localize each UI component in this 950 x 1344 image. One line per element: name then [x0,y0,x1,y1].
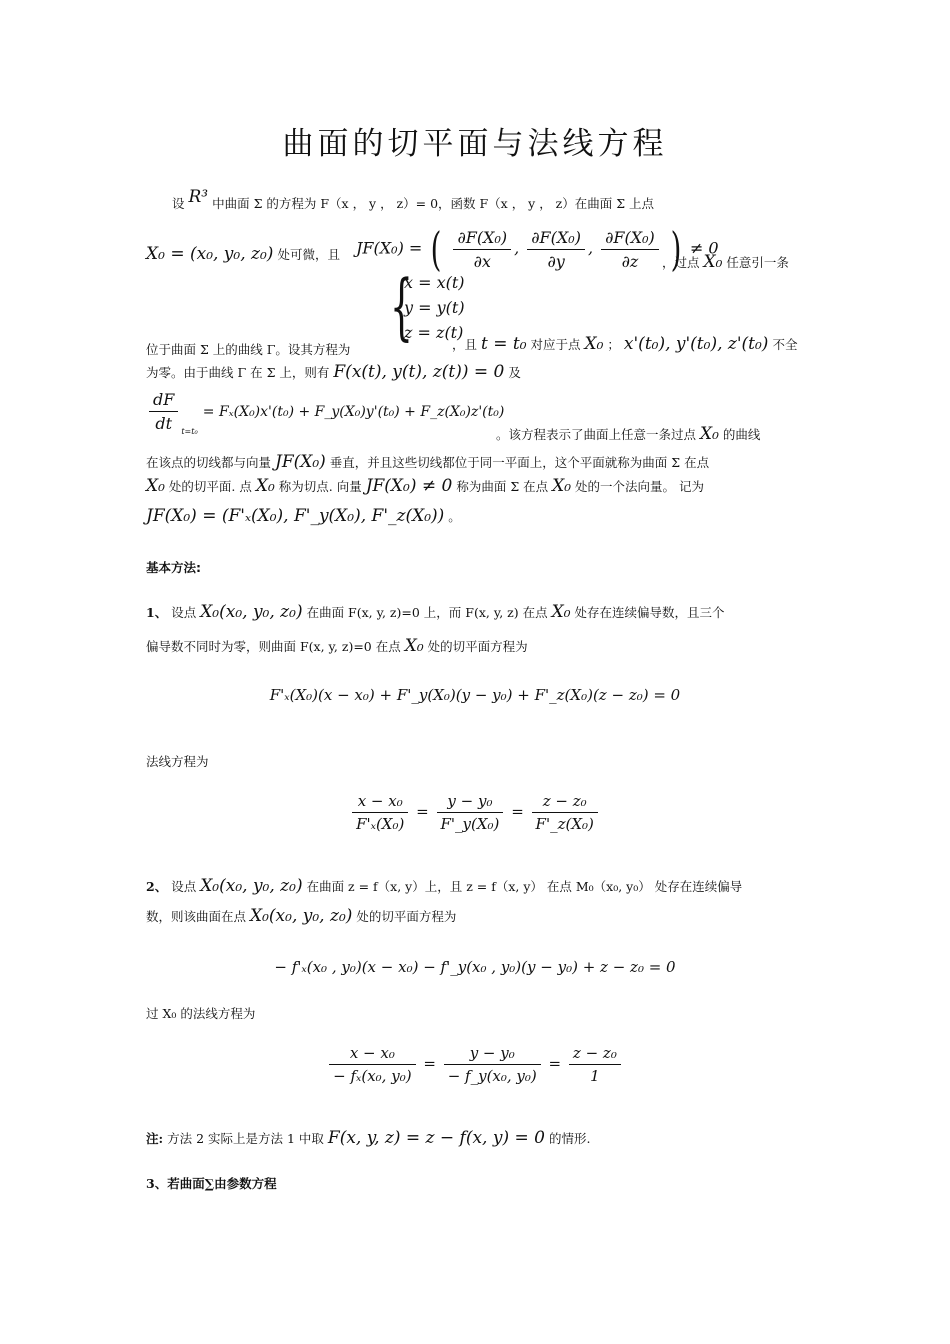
sys-row-z: z = z(t) [404,323,464,342]
math-x0-point: X₀(x₀, y₀, z₀) [250,906,353,926]
method2-line-2 [146,906,456,926]
fraction [444,1044,541,1085]
sys-row-y: y = y(t) [404,298,465,317]
denominator: ∂y [547,251,565,271]
math-neq: ≠ 0 [689,238,719,258]
text: 处存在连续偏导数，且三个 [574,605,725,620]
numerator: z − z₀ [569,1044,621,1065]
numerator: z − z₀ [532,792,598,813]
fraction [352,792,408,833]
note-line [146,1128,590,1148]
method2-line-1 [146,876,742,896]
fraction [453,228,511,271]
intro-line-7 [146,476,704,496]
equals: = [423,1054,436,1073]
total-derivative-equation [146,390,504,436]
paren-right: ) [670,222,682,276]
text: 在该点的切线都与向量 [146,455,272,470]
denominator: dt [155,414,172,433]
equals: = [416,802,429,821]
text: 处的一个法向量。 记为 [575,479,705,494]
method1-tangent-plane-equation: F'ₓ(X₀)(x − x₀) + F'_y(X₀)(y − y₀) + F'_z(X₀)(z − z₀) = 0 [269,686,681,704]
denominator: − fₓ(x₀, y₀) [333,1067,412,1085]
numerator: x − x₀ [352,792,408,813]
intro-line-3 [146,340,350,358]
text: 处的切平面方程为 [356,909,457,924]
math-jf: JF(X₀) [275,452,326,472]
text: 垂直，并且这些切线都位于同一平面上，这个平面就称为曲面 Σ 在点 [329,455,710,470]
intro-line-5-tail [496,424,760,444]
denominator: ∂z [621,251,639,271]
fraction [527,228,585,271]
fraction [532,792,598,833]
math-jf-neq: JF(X₀) ≠ 0 [365,476,453,496]
text: 处可微，且 [277,247,340,262]
sys-row-x: x = x(t) [404,273,465,292]
text: 称为切点. 向量 [278,479,362,494]
math-x0-point: X₀(x₀, y₀, z₀) [200,602,303,622]
text: 处的切平面方程为 [427,639,528,654]
math-composite: F(x(t), y(t), z(t)) = 0 [333,362,505,382]
text: 不全 [772,337,798,352]
text: 在曲面 F(x, y, z)=0 上，而 F(x, y, z) 在点 [306,605,548,620]
numerator: y − y₀ [444,1044,541,1065]
intro-line-2-tail [662,252,789,272]
method1-line-1 [146,602,725,622]
method2-number: 2、 [146,879,168,894]
numerator: ∂F(X₀) [453,228,511,250]
text: 偏导数不同时为零，则曲面 F(x, y, z)=0 在点 [146,639,401,654]
eval-subscript: t=t₀ [181,427,198,436]
denominator: F'ₓ(X₀) [356,815,405,833]
text: 。 [448,509,461,524]
denominator: − f_y(x₀, y₀) [447,1067,537,1085]
method2-normal-label: 过 X₀ 的法线方程为 [146,1006,256,1021]
math-x0-def: X₀ = (x₀, y₀, z₀) [146,244,274,264]
intro-line-1 [172,187,655,213]
method2-normal-line-equation [0,1044,950,1085]
intro-line-4 [146,362,521,382]
math-note-eq: F(x, y, z) = z − f(x, y) = 0 [327,1128,545,1148]
math-x0: X₀ [146,476,165,496]
math-x0: X₀ [584,334,604,354]
math-x0: X₀ [404,636,424,656]
equals: = [511,802,524,821]
text: 中曲面 Σ 的方程为 F（x ， y ， z）= 0，函数 F（x ， y ， z）在曲面 Σ 上点 [212,196,655,211]
page-title: 曲面的切平面与法线方程 [282,126,668,162]
denominator: F'_z(X₀) [535,815,594,833]
text: 方法 2 实际上是方法 1 中取 [167,1131,324,1146]
fraction [149,390,178,433]
denominator: ∂x [473,251,491,271]
fraction [569,1044,621,1085]
fraction [601,228,659,271]
math-derivatives: x'(t₀), y'(t₀), z'(t₀) [623,334,769,354]
method3-heading: 3、若曲面∑由参数方程 [146,1176,277,1191]
text: 数，则该曲面在点 [146,909,247,924]
method1-number: 1、 [146,605,168,620]
equals: = [548,1054,562,1073]
text: 在曲面 z = f（x, y）上，且 z = f（x, y） 在点 M₀（x₀, y₀） 处存在连续偏导 [306,879,743,894]
math-x0: X₀ [551,602,571,622]
text: 称为曲面 Σ 在点 [456,479,549,494]
text: 的情形. [548,1131,591,1146]
math-x0: X₀ [552,476,572,496]
numerator: ∂F(X₀) [527,228,585,250]
paren-left: ( [430,222,442,276]
method1-normal-line-equation [0,792,950,833]
brace: { [390,264,413,348]
text: 及 [508,365,521,380]
intro-line-6 [146,452,709,472]
denominator: F'_y(X₀) [440,815,500,833]
text: 对应于点 [530,337,581,352]
intro-line-2 [146,244,340,264]
math-normal-vector: JF(X₀) = (F'ₓ(X₀), F'_y(X₀), F'_z(X₀)) [146,506,445,526]
math-x0: X₀ [703,252,723,272]
text: 的曲线 [722,427,761,442]
math-x0-point: X₀(x₀, y₀, z₀) [200,876,303,896]
numerator: ∂F(X₀) [601,228,659,250]
text: ，过点 [662,255,700,270]
text: 设点 [171,605,197,620]
math-t0: t = t₀ [481,334,527,354]
method1-line-2 [146,636,528,656]
fraction [437,792,504,833]
note-label: 注: [146,1131,164,1146]
math-x0: X₀ [255,476,275,496]
math-r3: R³ [188,187,209,207]
numerator: x − x₀ [329,1044,415,1065]
text: ，且 [452,337,478,352]
text: 位于曲面 Σ 上的曲线 Γ。设其方程为 [146,342,351,357]
denominator: 1 [590,1067,600,1085]
numerator: dF [149,390,178,412]
math-rhs: = Fₓ(X₀)x'(t₀) + F_y(X₀)y'(t₀) + F_z(X₀)z'(t₀) [202,404,505,420]
numerator: y − y₀ [437,792,504,813]
math-jf: JF(X₀) = [356,238,423,258]
text: 设 [172,196,185,211]
math-x0: X₀ [700,424,719,444]
text: 为零。由于曲线 Γ 在 Σ 上，则有 [146,365,330,380]
method1-normal-label: 法线方程为 [146,754,209,769]
text: 。该方程表示了曲面上任意一条过点 [496,427,697,442]
section-heading-basic: 基本方法: [146,560,201,575]
intro-line-8 [146,506,461,526]
text: 设点 [171,879,197,894]
text: 处的切平面. 点 [168,479,252,494]
fraction [329,1044,415,1085]
text: 任意引一条 [726,255,789,270]
method2-tangent-plane-equation: − f'ₓ(x₀ , y₀)(x − x₀) − f'_y(x₀ , y₀)(y − y₀) + z − z₀ = 0 [274,958,676,976]
text: ； [607,337,620,352]
gradient-equation: JF(X₀) = ( $\frac{\text{∂F(X₀)}}{\partial x}$ , $\frac{\text{∂F(X₀)}}{\partial y}$ , $\frac{\text{∂F(X₀)}}{\partial z}$ ) ≠ 0 [356,222,719,276]
intro-line-3-tail [452,334,797,354]
